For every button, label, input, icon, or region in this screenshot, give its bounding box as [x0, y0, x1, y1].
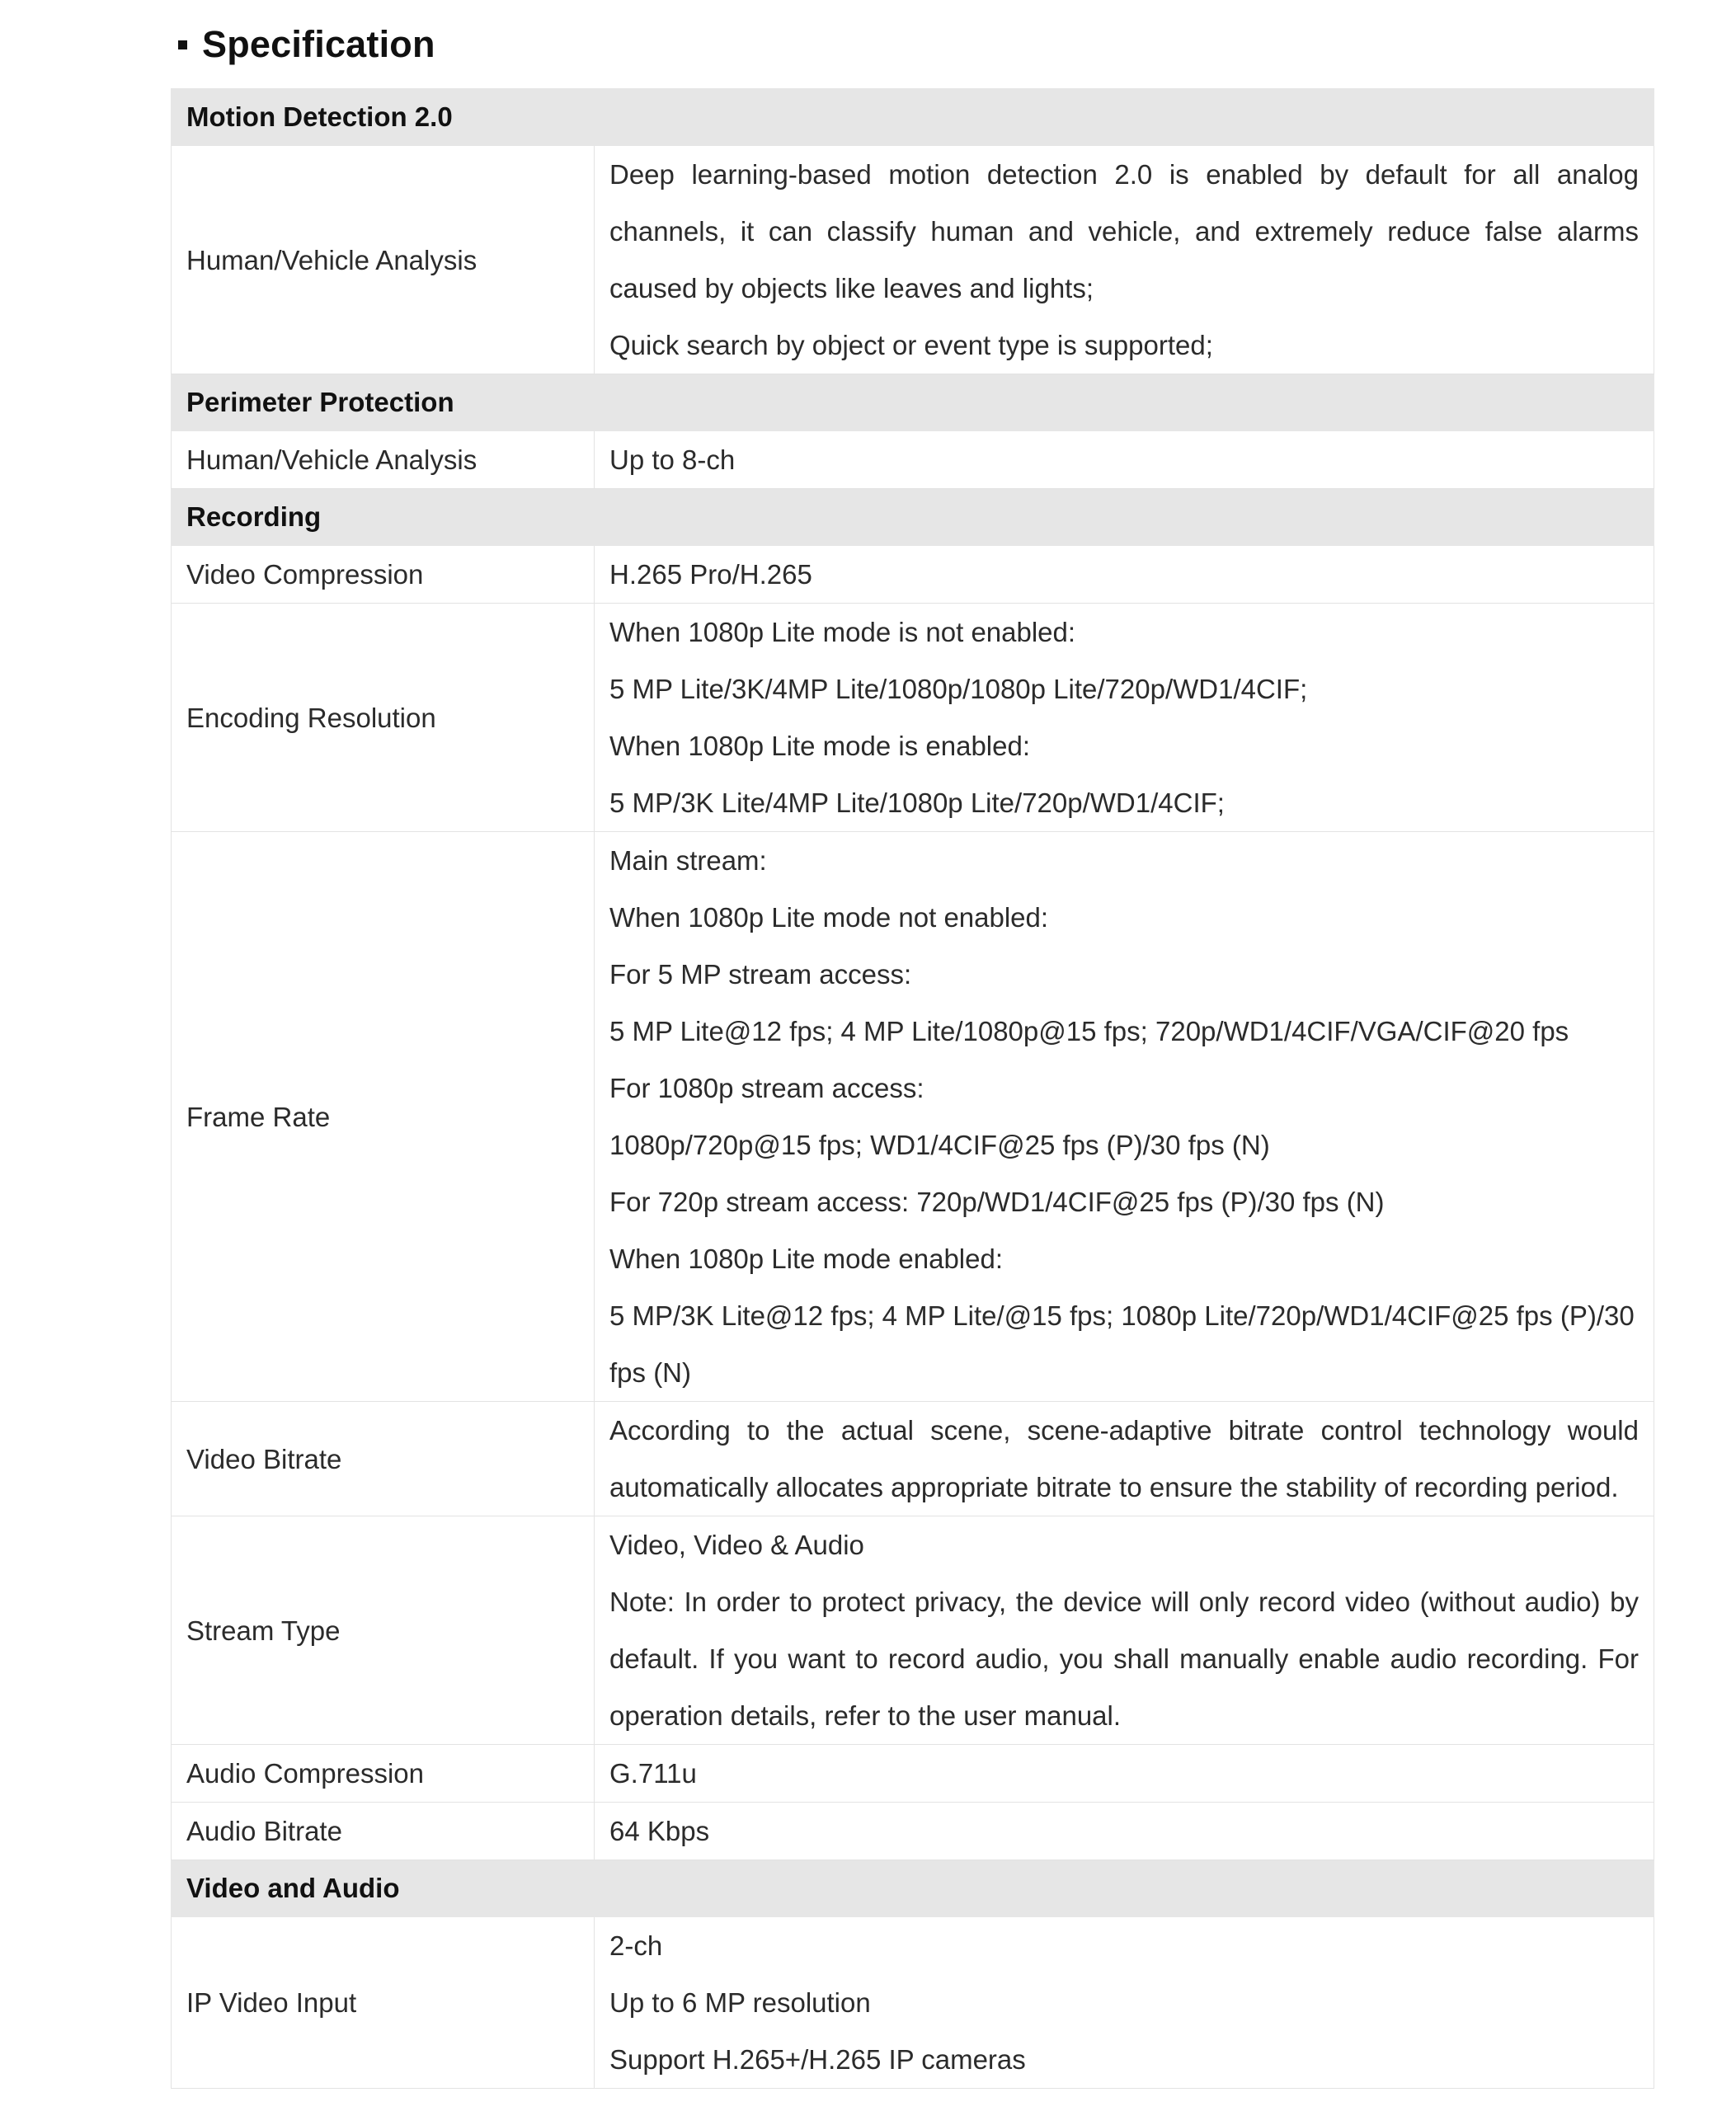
spec-value-line: Video, Video & Audio: [609, 1530, 864, 1560]
spec-value-line: 5 MP/3K Lite/4MP Lite/1080p Lite/720p/WD1/4CIF;: [609, 788, 1225, 818]
spec-value-line: When 1080p Lite mode is not enabled:: [609, 617, 1076, 647]
section-header-row: [172, 489, 1654, 546]
spec-value-line: When 1080p Lite mode not enabled:: [609, 902, 1049, 933]
spec-value-line: Note: In order to protect privacy, the device will only record video (without audio) by default. If you want to record audio, you shall manually enable audio recording. For operation details, refer to the user manual.: [609, 1587, 1639, 1731]
spec-value: [595, 604, 1654, 832]
spec-value: [595, 1803, 1654, 1860]
spec-row: [172, 1803, 1654, 1860]
spec-value-line: When 1080p Lite mode enabled:: [609, 1244, 1004, 1274]
spec-row: [172, 1516, 1654, 1745]
spec-value-line: 2-ch: [609, 1930, 663, 1961]
spec-value-line: Support H.265+/H.265 IP cameras: [609, 2044, 1026, 2075]
spec-label: Video Bitrate: [172, 1402, 595, 1516]
spec-value-line: For 1080p stream access:: [609, 1073, 924, 1103]
spec-row: [172, 1745, 1654, 1803]
spec-row: [172, 832, 1654, 1402]
section-header-row: [172, 1860, 1654, 1917]
spec-value: [595, 1917, 1654, 2089]
spec-label: Stream Type: [172, 1516, 595, 1745]
spec-value-line: Up to 6 MP resolution: [609, 1987, 871, 2018]
spec-value-line: For 720p stream access: 720p/WD1/4CIF@25 fps (P)/30 fps (N): [609, 1187, 1385, 1217]
heading-bullet-icon: [178, 40, 187, 49]
spec-value-line: When 1080p Lite mode is enabled:: [609, 731, 1031, 761]
spec-value: [595, 1745, 1654, 1803]
spec-value-line: 1080p/720p@15 fps; WD1/4CIF@25 fps (P)/30 fps (N): [609, 1130, 1270, 1160]
spec-row: [172, 604, 1654, 832]
spec-value: [595, 832, 1654, 1402]
spec-row: [172, 146, 1654, 374]
spec-value-line: 5 MP/3K Lite@12 fps; 4 MP Lite/@15 fps; 1080p Lite/720p/WD1/4CIF@25 fps (P)/30 fps (N): [609, 1300, 1635, 1388]
spec-label: Human/Vehicle Analysis: [172, 431, 595, 489]
section-title: Recording: [172, 489, 1654, 546]
section-title: Motion Detection 2.0: [172, 89, 1654, 146]
page-heading: [178, 18, 435, 71]
spec-value-line: 64 Kbps: [609, 1816, 710, 1846]
section-header-row: [172, 374, 1654, 431]
specification-table: [171, 88, 1654, 2089]
spec-label: Audio Compression: [172, 1745, 595, 1803]
spec-row: [172, 1402, 1654, 1516]
spec-value-line: Quick search by object or event type is supported;: [609, 330, 1213, 360]
spec-label: Frame Rate: [172, 832, 595, 1402]
spec-row: [172, 431, 1654, 489]
section-header-row: [172, 89, 1654, 146]
spec-value: [595, 546, 1654, 604]
spec-value-line: Deep learning-based motion detection 2.0 is enabled by default for all analog channels, it can classify human and vehicle, and extremely reduce false alarms caused by objects like leaves and lights;: [609, 159, 1639, 303]
spec-value-line: Main stream:: [609, 845, 767, 876]
section-title: Perimeter Protection: [172, 374, 1654, 431]
spec-row: [172, 546, 1654, 604]
spec-row: [172, 1917, 1654, 2089]
spec-value-line: 5 MP Lite/3K/4MP Lite/1080p/1080p Lite/720p/WD1/4CIF;: [609, 674, 1308, 704]
spec-value-line: For 5 MP stream access:: [609, 959, 912, 990]
spec-label: IP Video Input: [172, 1917, 595, 2089]
spec-value-line: Up to 8-ch: [609, 444, 736, 475]
spec-label: Audio Bitrate: [172, 1803, 595, 1860]
spec-value-line: H.265 Pro/H.265: [609, 559, 812, 590]
spec-label: Human/Vehicle Analysis: [172, 146, 595, 374]
spec-value: [595, 1402, 1654, 1516]
spec-value: [595, 146, 1654, 374]
spec-value-line: 5 MP Lite@12 fps; 4 MP Lite/1080p@15 fps; 720p/WD1/4CIF/VGA/CIF@20 fps: [609, 1016, 1569, 1046]
page-title: Specification: [202, 23, 435, 65]
spec-value-line: According to the actual scene, scene-adaptive bitrate control technology would automatically allocates appropriate bitrate to ensure the stability of recording period.: [609, 1415, 1639, 1502]
spec-label: Encoding Resolution: [172, 604, 595, 832]
spec-value-line: G.711u: [609, 1758, 697, 1789]
spec-value: [595, 431, 1654, 489]
spec-label: Video Compression: [172, 546, 595, 604]
spec-value: [595, 1516, 1654, 1745]
section-title: Video and Audio: [172, 1860, 1654, 1917]
